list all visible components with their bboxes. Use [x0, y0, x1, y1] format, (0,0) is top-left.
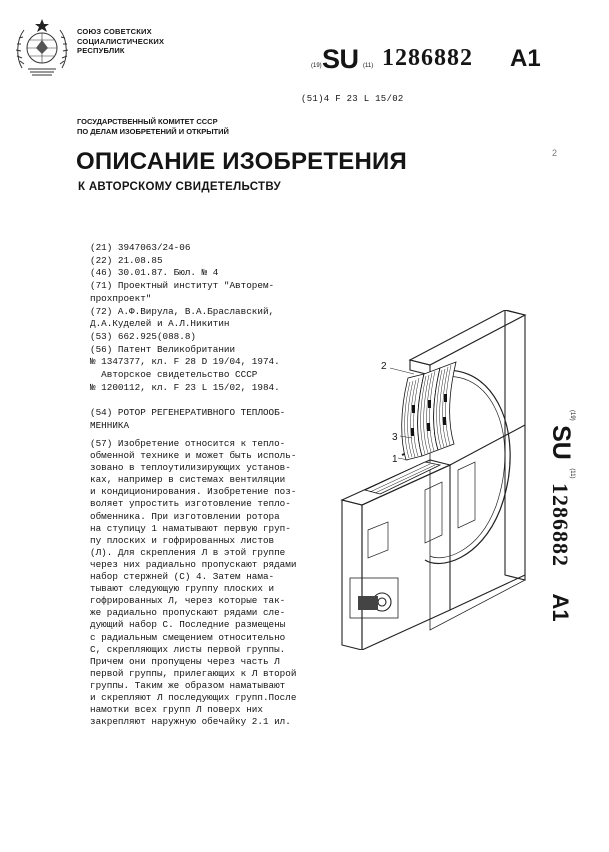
side-identifier — [545, 410, 585, 690]
biblio-line: (72) А.Ф.Вирула, В.А.Браславский, — [90, 305, 275, 317]
abstract-line: Причем они пропущены через часть Л — [90, 655, 280, 667]
abstract-line: обменника. При изготовлении ротора — [90, 510, 280, 522]
side-patent-number: 1286882 — [548, 483, 573, 567]
abstract — [90, 438, 312, 728]
figure-label: 3 — [392, 432, 398, 443]
union-name — [77, 27, 164, 56]
code-19: (19) — [311, 63, 322, 69]
biblio-line: прохпроект" — [90, 292, 152, 304]
abstract-line: пу плоских и гофрированных листов — [90, 534, 275, 546]
abstract-line: и кондиционирования. Изобретение поз- — [90, 486, 297, 498]
abstract-line: тывают следующую группу плоских и — [90, 583, 275, 595]
abstract-line: обменной технике и может быть исполь- — [90, 450, 297, 462]
abstract-line: С, скрепляющих листы первой группы. — [90, 643, 286, 655]
committee-line: ПО ДЕЛАМ ИЗОБРЕТЕНИЙ И ОТКРЫТИЙ — [77, 127, 229, 136]
side-country-code: SU — [547, 425, 575, 460]
document-kind: A1 — [510, 45, 541, 72]
biblio-line: (54) РОТОР РЕГЕНЕРАТИВНОГО ТЕПЛООБ- — [90, 407, 286, 419]
abstract-line: первой группы, прилегающих к Л второй — [90, 667, 297, 679]
abstract-line: группы. Таким же образом наматывают — [90, 679, 286, 691]
biblio-line: № 1347377, кл. F 28 D 19/04, 1974. — [90, 356, 280, 368]
union-line: СОЦИАЛИСТИЧЕСКИХ — [77, 36, 165, 46]
side-code-11: (11) — [569, 468, 575, 479]
patent-number: 1286882 — [382, 45, 473, 71]
biblio-line: Авторское свидетельство СССР — [90, 369, 258, 381]
biblio-line: Д.А.Куделей и А.Л.Никитин — [90, 318, 230, 330]
biblio-line: (56) Патент Великобритании — [90, 343, 236, 355]
biblio-line: (53) 662.925(088.8) — [90, 330, 197, 342]
country-code: SU — [322, 44, 359, 74]
biblio-line: (46) 30.01.87. Бюл. № 4 — [90, 267, 219, 279]
abstract-line: воляет упростить изготовление тепло- — [90, 498, 291, 510]
biblio-line — [90, 394, 318, 407]
biblio-line: № 1200112, кл. F 23 L 15/02, 1984. — [90, 381, 280, 393]
abstract-line: ках, например в системах вентиляции — [90, 474, 286, 486]
ussr-emblem-icon — [14, 18, 70, 76]
abstract-line: набор стержней (С) 4. Затем нама- — [90, 571, 275, 583]
abstract-line: намотки всех групп Л поверх них — [90, 704, 263, 716]
figure-label: 2 — [381, 361, 387, 372]
margin-mark: 2 — [552, 148, 558, 158]
bibliographic-data — [90, 242, 318, 433]
rotor-drawing — [330, 310, 532, 650]
abstract-line: гофрированных Л, через которые так- — [90, 595, 286, 607]
abstract-line: (57) Изобретение относится к тепло- — [90, 438, 286, 449]
committee-line: ГОСУДАРСТВЕННЫЙ КОМИТЕТ СССР — [77, 117, 218, 126]
code-11: (11) — [363, 63, 374, 69]
ipc-classification: (51)4 F 23 L 15/02 — [301, 94, 404, 104]
biblio-line: (22) 21.08.85 — [90, 254, 163, 266]
abstract-line: и скрепляют Л последующих групп.После — [90, 691, 297, 703]
side-code-19: (19) — [569, 410, 575, 421]
abstract-line: же радиально пропускают рядами сле- — [90, 607, 286, 619]
state-committee — [77, 117, 229, 137]
union-line: РЕСПУБЛИК — [77, 46, 125, 55]
abstract-line: на ступицу 1 наматывают первую груп- — [90, 522, 291, 534]
biblio-line: (71) Проектный институт "Авторем- — [90, 280, 275, 292]
document-title: ОПИСАНИЕ ИЗОБРЕТЕНИЯ — [76, 148, 407, 175]
union-line: СОЮЗ СОВЕТСКИХ — [77, 27, 152, 36]
abstract-line: зовано в теплоутилизирующих установ- — [90, 462, 291, 474]
abstract-line: дующий набор С. Последние размещены — [90, 619, 286, 631]
abstract-line: (Л). Для скрепления Л в этой группе — [90, 546, 286, 558]
biblio-line: (21) 3947063/24-06 — [90, 242, 191, 253]
side-document-kind: A1 — [548, 593, 573, 622]
biblio-line: МЕННИКА — [90, 419, 130, 431]
abstract-line: через них радиально пропускают рядами — [90, 558, 297, 570]
document-subtitle: К АВТОРСКОМУ СВИДЕТЕЛЬСТВУ — [78, 181, 281, 193]
figure-label: 1 — [392, 454, 398, 465]
abstract-line: закрепляют наружную обечайку 2.1 ил. — [90, 716, 291, 728]
abstract-line: с радиальным смещением относительно — [90, 631, 286, 643]
